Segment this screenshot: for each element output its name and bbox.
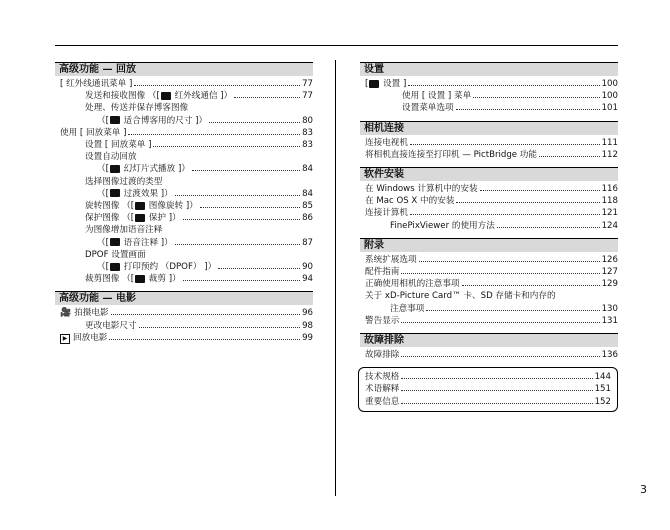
toc-entry-label: 在 Mac OS X 中的安装 [365,196,455,207]
toc-entry-label: 正确使用相机的注意事项 [365,279,460,290]
toc-page-number: 85 [302,201,313,212]
toc-entry-text [97,237,173,249]
toc-section [360,121,618,161]
toc-page-number: 84 [302,164,313,175]
menu-symbol-icon [110,238,120,246]
toc-entry-label: 重要信息 [365,396,400,407]
section-heading: 故障排除 [360,333,618,347]
dot-leader [539,156,600,157]
toc-entry[interactable] [55,176,313,188]
toc-entry[interactable] [55,127,313,139]
dot-leader [134,85,300,86]
toc-left-column [55,62,313,350]
dot-leader [234,97,300,98]
toc-entry-text [365,254,417,266]
toc-entry[interactable] [55,249,313,261]
toc-entry-text [85,320,137,332]
menu-symbol-icon [369,80,379,88]
toc-entry-text [97,115,207,127]
dot-leader [426,310,599,311]
toc-entry-text [365,78,406,90]
toc-page-number: 118 [601,196,618,207]
toc-entry[interactable] [360,78,618,90]
toc-entry-label: FinePixViewer 的使用方法 [390,220,495,231]
section-heading: 高级功能 — 电影 [55,291,313,305]
toc-entry-label: 拍摄电影 [74,308,109,319]
dot-leader [480,190,600,191]
dot-leader [462,285,600,286]
toc-entry[interactable] [55,78,313,90]
toc-entry-label: 警告显示 [365,315,400,326]
dot-leader [175,244,300,245]
toc-entry-text [97,188,173,200]
toc-entry-label: （[ 语音注释 ]） [97,237,173,248]
toc-entry-text [365,349,399,361]
toc-entry-text [85,249,146,261]
toc-entry-label: （[ 过渡效果 ]） [97,188,173,199]
toc-page-number: 83 [302,127,313,138]
toc-entry-label: 为图像增加语音注释 [85,225,163,236]
top-rule [55,45,618,46]
toc-entry-text [365,315,399,327]
dot-leader [209,122,300,123]
toc-entry-text [60,78,132,90]
toc-entry-label: 使用 [ 回放菜单 ] [60,127,127,138]
toc-entry-text [85,224,162,236]
toc-entry[interactable] [55,273,313,285]
toc-entry-text [85,151,137,163]
section-heading: 高级功能 — 回放 [55,62,313,76]
toc-section [360,333,618,361]
dot-leader [192,170,300,171]
menu-symbol-icon [110,189,120,197]
toc-entry[interactable] [55,212,313,224]
dot-leader [456,202,599,203]
toc-page-number: 90 [302,262,313,273]
dot-leader [410,214,600,215]
toc-entry[interactable] [365,383,611,395]
toc-entry-label: DPOF 设置画面 [85,249,146,260]
menu-symbol-icon [135,202,145,210]
toc-entry-text [365,137,408,149]
dot-leader [401,356,599,357]
toc-entry[interactable] [360,102,618,114]
dot-leader [183,280,300,281]
dot-leader [218,268,300,269]
toc-entry-text [85,176,162,188]
toc-page-number: 126 [601,254,618,265]
movie-camera-icon: 🎥 [60,308,72,319]
toc-entry[interactable] [360,207,618,219]
dot-leader [410,144,600,145]
toc-page-number: 151 [594,384,611,395]
dot-leader [200,207,300,208]
dot-leader [153,146,300,147]
toc-page-number: 86 [302,213,313,224]
toc-entry-label: 保护图像 （[ 保护 ]） [85,213,181,224]
toc-entry-text [365,383,399,395]
toc-page-number: 131 [601,315,618,326]
toc-entry-label: 处理、传送并保存博客图像 [85,103,189,114]
toc-section [360,62,618,115]
toc-entry[interactable] [55,139,313,151]
toc-entry-label: 连接电视机 [365,137,408,148]
toc-entry[interactable] [365,396,611,408]
toc-entry[interactable] [360,290,618,302]
toc-entry[interactable] [360,90,618,102]
toc-entry[interactable] [55,307,313,319]
toc-entry-text [74,307,108,319]
toc-page-number: 83 [302,140,313,151]
toc-entry-text [85,273,181,285]
dot-leader [175,195,300,196]
toc-entry[interactable] [360,149,618,161]
toc-entry-text [97,261,216,273]
menu-symbol-icon [161,92,171,100]
toc-entry-text [365,183,478,195]
toc-entry[interactable] [360,266,618,278]
menu-symbol-icon [110,263,120,271]
toc-entry-text [365,396,399,408]
toc-entry-text [85,90,232,102]
toc-page-number: 101 [601,103,618,114]
toc-page-number: 136 [601,350,618,361]
toc-entry[interactable] [360,303,618,315]
section-heading: 附录 [360,238,618,252]
reference-box [358,367,618,412]
toc-entry-label: 关于 xD-Picture Card™ 卡、SD 存储卡和内存的 [365,291,556,302]
toc-entry-label: 设置菜单选项 [402,103,454,114]
toc-section [360,238,618,327]
toc-entry-text [97,163,190,175]
toc-page-number: 144 [594,372,611,383]
dot-leader [401,273,599,274]
toc-page-number: 111 [601,137,618,148]
toc-entry-label: 回放电影 [73,332,108,343]
toc-page-number: 80 [302,115,313,126]
toc-entry-label: 更改电影尺寸 [85,320,137,331]
toc-entry-label: 选择图像过渡的类型 [85,176,163,187]
toc-entry-label: （[ 适合博客用的尺寸 ]） [97,115,208,126]
toc-entry[interactable] [55,237,313,249]
toc-page-number: 87 [302,237,313,248]
toc-entry[interactable] [55,320,313,332]
dot-leader [139,327,300,328]
toc-page-number: 127 [601,267,618,278]
dot-leader [408,85,599,86]
toc-entry-label: 配件指南 [365,267,400,278]
toc-page-number: 130 [601,303,618,314]
toc-page-number: 124 [601,220,618,231]
toc-entry-text [365,266,399,278]
menu-symbol-icon [110,165,120,173]
dot-leader [456,109,600,110]
column-divider [335,60,336,496]
dot-leader [128,134,300,135]
section-heading: 相机连接 [360,121,618,135]
toc-entry-label: [ 红外线通讯菜单 ] [60,79,133,89]
toc-entry-text [390,303,424,315]
toc-page-number: 77 [302,91,313,102]
section-heading: 设置 [360,62,618,76]
toc-entry[interactable] [360,183,618,195]
toc-section [55,62,313,285]
toc-entry-label: 将相机直接连接至打印机 — PictBridge 功能 [365,149,537,160]
toc-entry-label: （[ 幻灯片式播放 ]） [97,164,190,175]
toc-entry[interactable] [365,371,611,383]
toc-entry-label: 旋转图像 （[ 图像旋转 ]） [85,201,198,212]
toc-entry[interactable] [55,102,313,114]
toc-entry-text [73,332,107,344]
toc-entry-text [365,278,460,290]
toc-page-number: 100 [601,91,618,102]
toc-entry[interactable] [360,137,618,149]
toc-entry[interactable] [55,188,313,200]
toc-entry-text [390,220,495,232]
toc-entry-label: 连接计算机 [365,208,408,219]
toc-page-number: 99 [302,332,313,343]
dot-leader [109,339,300,340]
toc-entry[interactable] [55,163,313,175]
toc-entry[interactable] [360,254,618,266]
toc-page-number: 129 [601,279,618,290]
toc-entry-text [85,102,188,114]
toc-entry[interactable] [360,195,618,207]
toc-entry-label: 术语解释 [365,384,400,395]
dot-leader [473,97,599,98]
toc-section [360,167,618,232]
toc-entry-text [60,127,126,139]
toc-entry[interactable] [55,332,313,344]
toc-entry[interactable] [55,261,313,273]
dot-leader [401,322,599,323]
menu-symbol-icon [135,275,145,283]
toc-page-number: 84 [302,188,313,199]
toc-page-number: 98 [302,320,313,331]
toc-entry-text [365,371,399,383]
toc-entry-text [85,139,151,151]
toc-page-number: 96 [302,308,313,319]
toc-page-number: 77 [302,79,313,89]
toc-entry[interactable] [55,200,313,212]
dot-leader [111,314,300,315]
toc-entry-text [85,212,181,224]
toc-entry-text [85,200,198,212]
toc-entry-label: 设置 [ 回放菜单 ] [85,140,152,151]
toc-entry[interactable] [360,220,618,232]
toc-page-number: 121 [601,208,618,219]
toc-page-number: 94 [302,274,313,285]
dot-leader [183,219,300,220]
toc-page-number: 112 [601,149,618,160]
toc-entry-label: 故障排除 [365,350,400,361]
toc-entry-label: 系统扩展选项 [365,254,417,265]
toc-entry[interactable] [55,224,313,236]
toc-entry[interactable] [55,115,313,127]
toc-entry-text [365,290,556,302]
playback-icon: ▶ [60,334,70,344]
toc-entry-label: [ 设置 ] [365,79,407,89]
toc-entry-text [365,149,537,161]
menu-symbol-icon [135,214,145,222]
toc-entry[interactable] [55,151,313,163]
dot-leader [419,261,600,262]
toc-entry-label: 在 Windows 计算机中的安装 [365,184,478,195]
menu-symbol-icon [110,116,120,124]
section-heading: 软件安装 [360,167,618,181]
toc-entry-text [402,102,454,114]
dot-leader [401,403,592,404]
dot-leader [497,227,600,228]
toc-page-number: 100 [601,79,618,89]
toc-entry-label: 发送和接收图像 （[ 红外线通信 ]） [85,91,233,102]
toc-entry-label: 使用 [ 设置 ] 菜单 [402,91,472,102]
toc-entry-label: （[ 打印预约 （DPOF） ]） [97,262,217,273]
toc-entry-text [365,207,408,219]
dot-leader [401,390,592,391]
toc-entry-text [402,90,471,102]
toc-entry[interactable] [360,349,618,361]
toc-entry-label: 裁剪图像 （[ 裁剪 ]） [85,274,181,285]
toc-section [55,291,313,344]
page-number: 3 [640,483,647,496]
toc-entry[interactable] [360,278,618,290]
toc-entry-label: 设置自动回放 [85,152,137,163]
toc-entry[interactable] [360,315,618,327]
toc-entry[interactable] [55,90,313,102]
toc-entry-label: 技术规格 [365,372,400,383]
toc-entry-text [365,195,454,207]
toc-page-number: 152 [594,396,611,407]
toc-page-number: 116 [601,184,618,195]
dot-leader [401,378,592,379]
toc-entry-label: 注意事项 [390,303,425,314]
toc-right-column [360,62,618,412]
